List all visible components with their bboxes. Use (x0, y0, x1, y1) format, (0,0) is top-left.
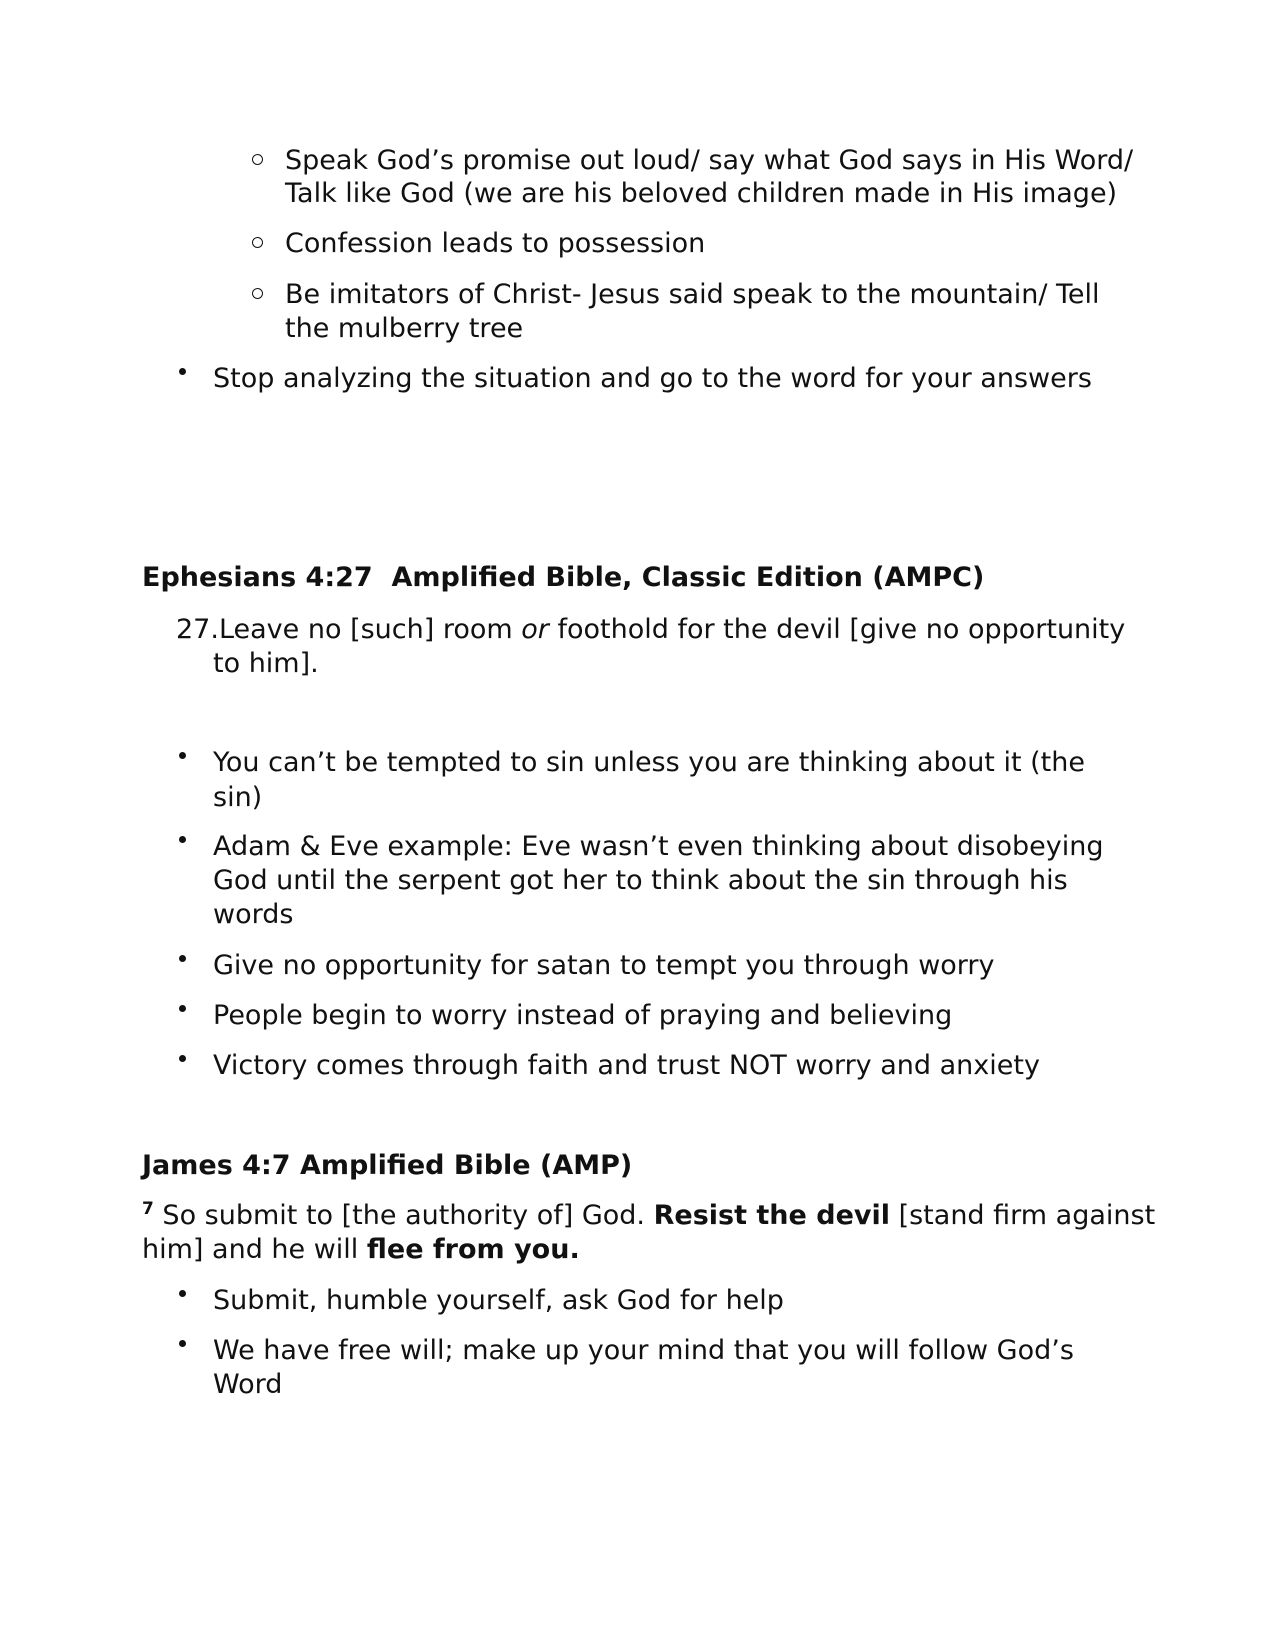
james-heading: James 4:7 Amplified Bible (AMP) (142, 1150, 633, 1181)
bullet-icon (179, 1055, 186, 1062)
hollow-circle-bullet-icon (252, 288, 263, 299)
ephesians-bullet-2-line-3: words (213, 899, 294, 930)
verse-text-c: him] and he will (142, 1234, 367, 1265)
ephesians-bullet-4-line-1: People begin to worry instead of praying and believing (213, 1000, 953, 1031)
ephesians-heading: Ephesians 4:27 Amplified Bible, Classic Edition (AMPC) (142, 562, 985, 593)
ephesians-bullet-3-line-1: Give no opportunity for satan to tempt you through worry (213, 950, 995, 981)
ephesians-bullet-2-line-1: Adam & Eve example: Eve wasn’t even thinking about disobeying (213, 831, 1104, 862)
ephesians-verse-line-2: to him]. (213, 648, 319, 679)
hollow-circle-bullet-icon (252, 154, 263, 165)
ephesians-bullet-1-line-2: sin) (213, 782, 263, 813)
verse-number: 7 (142, 1199, 154, 1219)
verse-text-or: or (521, 614, 549, 645)
sub-item-1-line-1: Speak God’s promise out loud/ say what God says in His Word/ (285, 145, 1134, 176)
sub-item-1-line-2: Talk like God (we are his beloved children made in His image) (285, 178, 1118, 209)
hollow-circle-bullet-icon (252, 237, 263, 248)
ephesians-bullet-2-line-2: God until the serpent got her to think about the sin through his (213, 865, 1068, 896)
ephesians-bullet-5-line-1: Victory comes through faith and trust NOT worry and anxiety (213, 1050, 1040, 1081)
ephesians-verse-line-1 (176, 612, 1125, 647)
james-bullet-2-line-1: We have free will; make up your mind that you will follow God’s (213, 1335, 1074, 1366)
verse-text-b: foothold for the devil [give no opportunity (548, 614, 1126, 645)
bullet-icon (179, 955, 186, 962)
verse-text-a: So submit to [the authority of] God. (153, 1200, 654, 1231)
verse-text-a: Leave no [such] room (218, 614, 522, 645)
james-verse-line-2 (142, 1232, 580, 1267)
verse-number: 27. (176, 614, 219, 645)
james-bullet-2-line-2: Word (213, 1369, 283, 1400)
verse-text-bold: Resist the devil (653, 1200, 890, 1231)
verse-text-bold-2: flee from you. (366, 1234, 580, 1265)
bullet-icon (179, 1005, 186, 1012)
bullet-icon (179, 368, 186, 375)
sub-item-3-line-1: Be imitators of Christ- Jesus said speak to the mountain/ Tell (285, 279, 1100, 310)
bullet-icon (179, 836, 186, 843)
james-verse-line-1 (142, 1198, 1155, 1233)
bullet-icon (179, 752, 186, 759)
verse-text-b: [stand firm against (890, 1200, 1156, 1231)
sub-item-2-line-1: Confession leads to possession (285, 228, 706, 259)
top-bullet-text: Stop analyzing the situation and go to the word for your answers (213, 363, 1092, 394)
sub-item-3-line-2: the mulberry tree (285, 313, 524, 344)
bullet-icon (179, 1340, 186, 1347)
bullet-icon (179, 1290, 186, 1297)
ephesians-bullet-1-line-1: You can’t be tempted to sin unless you are thinking about it (the (213, 747, 1085, 778)
james-bullet-1-line-1: Submit, humble yourself, ask God for help (213, 1285, 784, 1316)
